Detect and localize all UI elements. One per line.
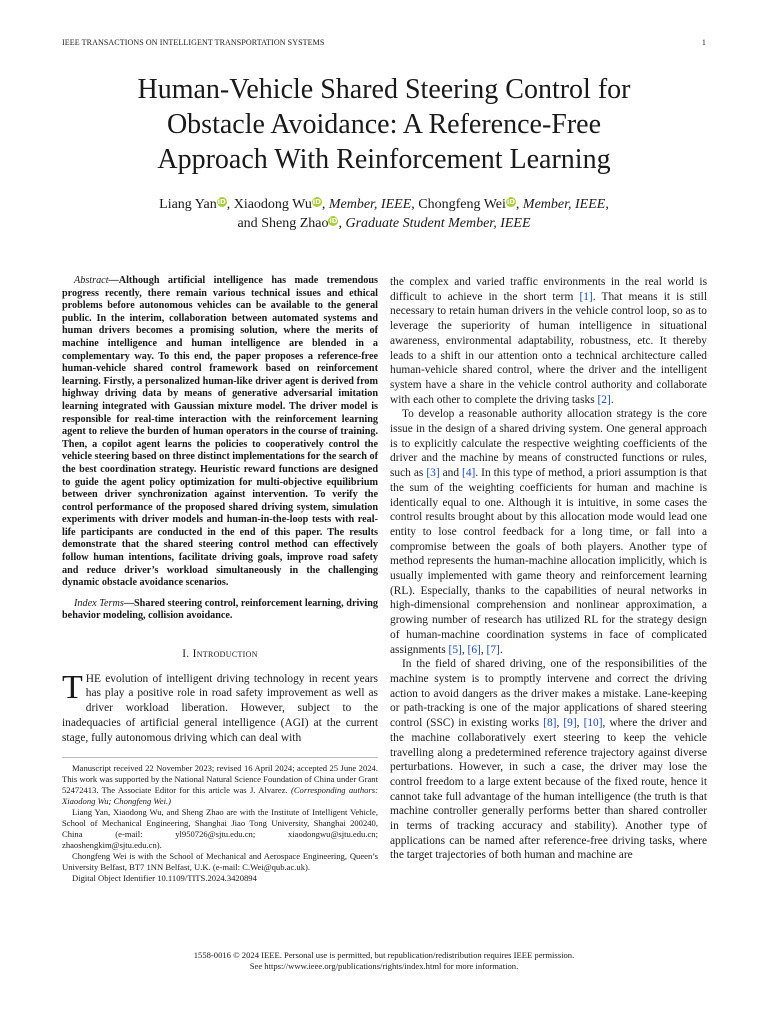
citation-link[interactable]: [7] <box>486 643 500 656</box>
right-column <box>390 275 707 863</box>
journal-name: IEEE TRANSACTIONS ON INTELLIGENT TRANSPORTATION SYSTEMS <box>62 38 325 47</box>
author-line-1: Liang YaniD, Xiaodong WuiD, Member, IEEE, Chongfeng WeiiD, Member, IEEE, <box>159 197 609 212</box>
footnote-affiliation-2: Chongfeng Wei is with the School of Mechanical and Aerospace Engineering, Queen’s University Belfast, BT7 1NN Belfast, U.K. (e-mail: C.Wei@qub.ac.uk). <box>62 851 378 872</box>
section-heading-introduction: I. Introduction <box>182 648 258 661</box>
body-paragraph: In the field of shared driving, one of the responsibilities of the machine system is to promptly intervene and correct the driving action to avoid dangers as the driver makes a mistake. Lane-keeping or path-tracking is one of the major applications of shared steering control (SSC) in existing works [8], [9], [10], where the driver and the machine collaboratively exert steering to keep the vehicle travelling along a predetermined reference trajectory against diverse perturbations. However, in such a case, the driver may lose the control freedom to a large extent because of the fixed route, hence it cannot take full advantage of the human intelligence (the truth is that machine controller generally performs better than shared controller in terms of tracking accuracy and stability). Another type of applications can be named after reference-free driving tasks, where the target trajectories of both human and machine are <box>390 658 707 862</box>
page-number: 1 <box>701 38 706 47</box>
index-terms-text: Shared steering control, reinforcement learning, driving behavior modeling, collision avoidance. <box>62 597 378 622</box>
citation-link[interactable]: [1] <box>579 290 593 303</box>
citation-link[interactable]: [6] <box>467 643 481 656</box>
title-line-3: Approach With Reinforcement Learning <box>157 144 611 175</box>
copyright-line-2: See https://www.ieee.org/publications/rights/index.html for more information. <box>249 961 519 971</box>
abstract-text: Although artificial intelligence has made tremendous progress recently, there remain various technical issues and ethical problems before autonomous vehicles can be available to the general public. In the interim, collaboration between automated systems and human drivers becomes a promising solution, where the merits of machine intelligence and human intelligence are blended in a complementary way. To this end, the paper proposes a reference-free human-vehicle shared control framework based on reinforcement learning. Firstly, a personalized human-like driver agent is derived from highway driving data by means of generative adversarial imitation learning integrated with Gaussian mixture model. The driver model is responsible for real-time interaction with the reinforcement learning agent to relieve the burden of human operators in the course of training. Then, a copilot agent learns the policies to cooperatively control the vehicle steering based on three distinct implementations for the search of the best coordination strategy. Heuristic reward functions are designed to guide the agent policy optimization for multi-objective equilibrium between driver synchronization against intervention. To verify the control performance of the proposed shared driving system, simulation experiments with driver models and human-in-the-loop tests with real-life participants are conducted in the end of this paper. The results demonstrate that the shared steering control method can effectively follow human intentions, facilitate driving goals, improve road safety and reduce driver’s workload simultaneously in the challenging dynamic obstacle avoidance scenarios. <box>62 275 378 589</box>
author-membership: Graduate Student Member, IEEE <box>345 216 531 231</box>
citation-link[interactable]: [4] <box>462 467 476 480</box>
running-header <box>62 38 706 50</box>
citation-link[interactable]: [3] <box>426 467 440 480</box>
title-line-2: Obstacle Avoidance: A Reference-Free <box>166 109 602 140</box>
footnote-manuscript: Manuscript received 22 November 2023; revised 16 April 2024; accepted 25 June 2024. This work was supported by the National Natural Science Foundation of China under Grant 52472413. The Associate Editor for this article was J. Alvarez. (Corresponding authors: Xiaodong Wu; Chongfeng Wei.) <box>62 763 378 806</box>
copyright-line-1: 1558-0016 © 2024 IEEE. Personal use is permitted, but republication/redistribution requires IEEE permission. <box>193 950 575 960</box>
paper-title <box>60 72 708 177</box>
author-membership: Member, IEEE <box>328 197 412 212</box>
footnote-doi: Digital Object Identifier 10.1109/TITS.2024.3420894 <box>72 873 257 883</box>
body-paragraph: the complex and varied traffic environments in the real world is difficult to achieve in the short term [1]. That means it is still necessary to retain human drivers in the vehicle control loop, so as to leverage the superiority of human intelligence in situational awareness, environmental adaptability, robustness, etc. It thereby leads to a shift in our attention onto a technical architecture called human-vehicle shared control, where the driver and the intelligent system have a share in the vehicle control authority and collaborate with each other to complete the driving tasks [2]. <box>390 276 707 406</box>
orcid-icon[interactable]: iD <box>329 217 338 225</box>
author-membership: Member, IEEE <box>522 197 606 212</box>
citation-link[interactable]: [8] <box>543 717 557 730</box>
author-name: Liang Yan <box>159 197 217 212</box>
drop-cap: T <box>62 668 83 706</box>
citation-link[interactable]: [10] <box>583 717 603 730</box>
orcid-icon[interactable]: iD <box>312 198 321 206</box>
footnote-affiliation-1: Liang Yan, Xiaodong Wu, and Sheng Zhao are with the Institute of Intelligent Vehicle, School of Mechanical Engineering, Shanghai Jiao Tong University, Shanghai 200240, China (e-mail: yl950726@sjtu.edu.cn; xiaodongwu@sjtu.edu.cn; zhaoshengkim@sjtu.edu.cn). <box>62 807 378 850</box>
intro-paragraph: THE evolution of intelligent driving technology in recent years has play a positive role in road safety improvement as well as driver workload liberation. However, subject to the inadequacies of artificial general intelligence (AGI) at the current stage, fully autonomous driving which can deal with <box>62 668 378 744</box>
citation-link[interactable]: [9] <box>563 717 577 730</box>
orcid-icon[interactable]: iD <box>217 198 226 206</box>
copyright-notice <box>60 950 708 972</box>
title-line-1: Human-Vehicle Shared Steering Control for <box>137 74 631 105</box>
footnotes <box>62 763 378 884</box>
index-terms: Index Terms—Shared steering control, reinforcement learning, driving behavior modeling, collision avoidance. <box>62 597 378 622</box>
citation-link[interactable]: [5] <box>448 643 462 656</box>
index-terms-label: Index Terms <box>74 597 124 609</box>
abstract-label: Abstract <box>74 275 109 286</box>
author-name: Xiaodong Wu <box>233 197 312 212</box>
author-line-2: and Sheng ZhaoiD, Graduate Student Member, IEEE <box>237 216 531 231</box>
abstract: Abstract—Although artificial intelligence has made tremendous progress recently, there remain various technical issues and ethical problems before autonomous vehicles can be available to the general public. In the interim, collaboration between automated systems and human drivers becomes a promising solution, where the merits of machine intelligence and human intelligence are blended in a complementary way. To this end, the paper proposes a reference-free human-vehicle shared control framework based on reinforcement learning. Firstly, a personalized human-like driver agent is derived from highway driving data by means of generative adversarial imitation learning integrated with Gaussian mixture model. The driver model is responsible for real-time interaction with the reinforcement learning agent to relieve the burden of human operators in the course of training. Then, a copilot agent learns the policies to cooperatively control the vehicle steering based on three distinct implementations for the search of the best coordination strategy. Heuristic reward functions are designed to guide the agent policy optimization for multi-objective equilibrium between driver synchronization against intervention. To verify the control performance of the proposed shared driving system, simulation experiments with driver models and human-in-the-loop tests with real-life participants are conducted in the end of this paper. The results demonstrate that the shared steering control method can effectively follow human intentions, facilitate driving goals, improve road safety and reduce driver’s workload simultaneously in the challenging dynamic obstacle avoidance scenarios. <box>62 275 378 589</box>
author-name: Chongfeng Wei <box>418 197 506 212</box>
citation-link[interactable]: [2] <box>597 393 611 406</box>
orcid-icon[interactable]: iD <box>506 198 516 206</box>
body-paragraph: To develop a reasonable authority allocation strategy is the core issue in the design of a shared driving system. One general approach is to explicitly calculate the respective weighting coefficients of the driver and the machine by means of constructed functions or rules, such as [3] and [4]. In this type of method, a priori assumption is that the sum of the weighting coefficients for human and machine is identically equal to one. Although it is intuitive, in some cases the control results brought about by this allocation mode would lead one entity to lose control feedback for a long time, or fall into a compromise between the goals of both players. Another type of method represents the human-machine allocation implicitly, which is usually implemented with game theory and reinforcement learning (RL). Especially, thanks to the capabilities of neural networks in high-dimensional comprehension and nonlinear approximation, a growing number of research has utilized RL for the strategy design of human-machine coordination systems in face of complicated assignments [5], [6], [7]. <box>390 408 707 656</box>
left-column <box>62 275 378 745</box>
footnote-divider <box>62 757 378 758</box>
author-list <box>60 195 708 233</box>
author-name: Sheng Zhao <box>261 216 329 231</box>
